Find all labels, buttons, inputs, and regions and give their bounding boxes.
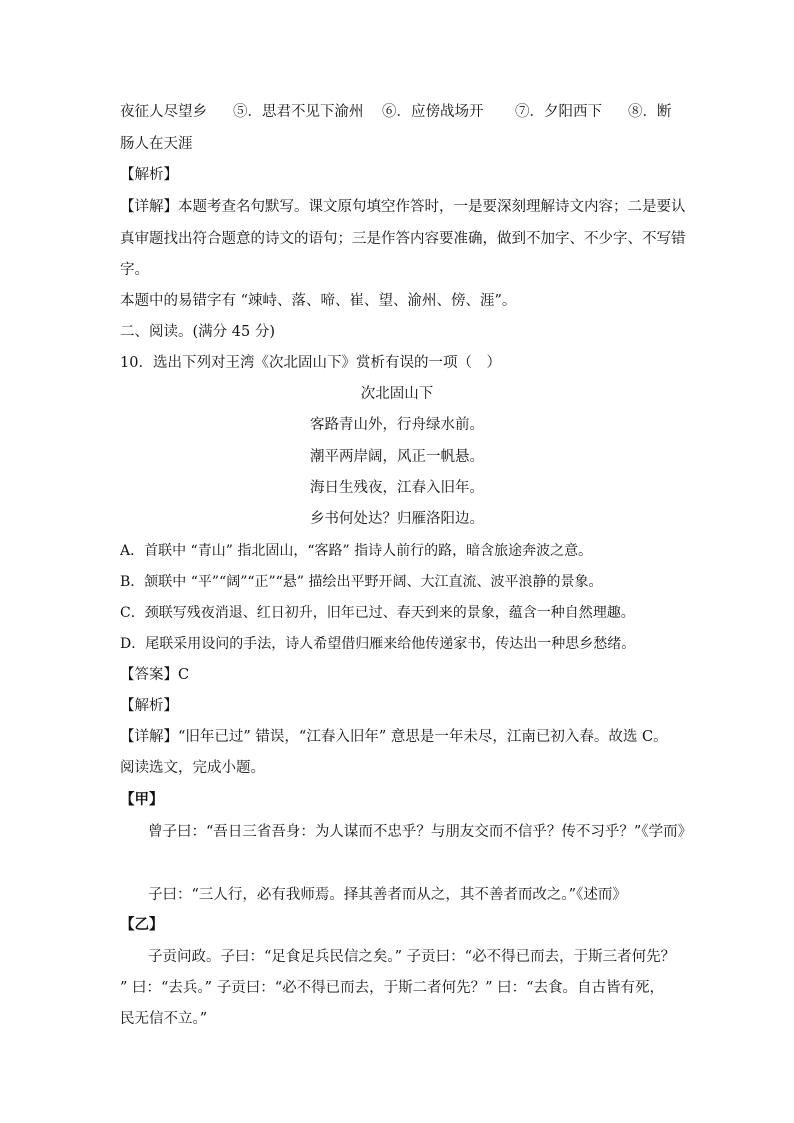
passage-yi-line: 民无信不立。” bbox=[120, 1011, 208, 1027]
answer-5: ⑤．思君不见下渝州 bbox=[233, 104, 364, 120]
poem-line: 客路青山外，行舟绿水前。 bbox=[310, 417, 484, 433]
answers-row-continued: 肠人在天涯 bbox=[120, 136, 193, 152]
passage-jia-label: 【甲】 bbox=[120, 791, 164, 808]
answer-8: ⑧．断 bbox=[628, 104, 672, 120]
detail-text: 【详解】“旧年已过” 错误，“江春入旧年” 意思是一年未尽，江南已初入春。故选 C。 bbox=[120, 729, 668, 745]
fill-answers-row bbox=[120, 102, 680, 122]
analysis-label: 【解析】 bbox=[120, 167, 178, 183]
passage-jia-paragraph: 曾子曰：“吾日三省吾身：为人谋而不忠乎？与朋友交而不信乎？传不习乎？”《学而》 bbox=[148, 824, 693, 840]
section-heading: 二、阅读。(满分 45 分) bbox=[120, 324, 275, 340]
poem-line: 乡书何处达？归雁洛阳边。 bbox=[310, 511, 484, 527]
option-d: D．尾联采用设问的手法，诗人希望借归雁来给他传递家书，传达出一种思乡愁绪。 bbox=[120, 636, 636, 652]
poem-title: 次北固山下 bbox=[360, 386, 434, 402]
detail-text-line: 字。 bbox=[120, 262, 149, 278]
passage-yi-line: ” 曰：“去兵。” 子贡曰：“必不得已而去，于斯二者何先？” 曰：“去食。自古皆有死， bbox=[120, 980, 665, 996]
answer-4: 夜征人尽望乡 bbox=[120, 104, 207, 120]
typo-note: 本题中的易错字有 “竦峙、落、啼、崔、望、渝州、傍、涯”。 bbox=[120, 293, 517, 309]
reading-intro: 阅读选文，完成小题。 bbox=[120, 760, 265, 776]
detail-text-line: 真审题找出符合题意的诗文的语句；三是作答内容要准确，做到不加字、不少字、不写错 bbox=[120, 231, 686, 247]
passage-yi-line: 子贡问政。子曰：“足食足兵民信之矣。” 子贡曰：“必不得已而去，于斯三者何先？ bbox=[148, 949, 676, 965]
poem-line: 潮平两岸阔，风正一帆悬。 bbox=[310, 449, 484, 465]
option-b: B．颔联中 “平”“阔”“正”“悬” 描绘出平野开阔、大江直流、波平浪静的景象。 bbox=[120, 574, 603, 590]
answer-label: 【答案】C bbox=[120, 667, 190, 683]
poem-line: 海日生残夜，江春入旧年。 bbox=[310, 480, 484, 496]
detail-text-line: 【详解】本题考查名句默写。课文原句填空作答时，一是要深刻理解诗文内容；二是要认 bbox=[120, 199, 686, 215]
answer-7: ⑦．夕阳西下 bbox=[515, 104, 602, 120]
option-c: C．颈联写残夜消退、红日初升，旧年已过、春天到来的景象，蕴含一种自然理趣。 bbox=[120, 605, 635, 621]
question-10-stem: 10．选出下列对王湾《次北固山下》赏析有误的一项（ ） bbox=[120, 355, 501, 371]
passage-jia-paragraph: 子曰：“三人行，必有我师焉。择其善者而从之，其不善者而改之。”《述而》 bbox=[148, 887, 627, 903]
option-a: A．首联中 “青山” 指北固山，“客路” 指诗人前行的路，暗含旅途奔波之意。 bbox=[120, 543, 593, 559]
answer-6: ⑥．应傍战场开 bbox=[382, 104, 484, 120]
analysis-label: 【解析】 bbox=[120, 698, 178, 714]
passage-yi-label: 【乙】 bbox=[120, 916, 164, 933]
